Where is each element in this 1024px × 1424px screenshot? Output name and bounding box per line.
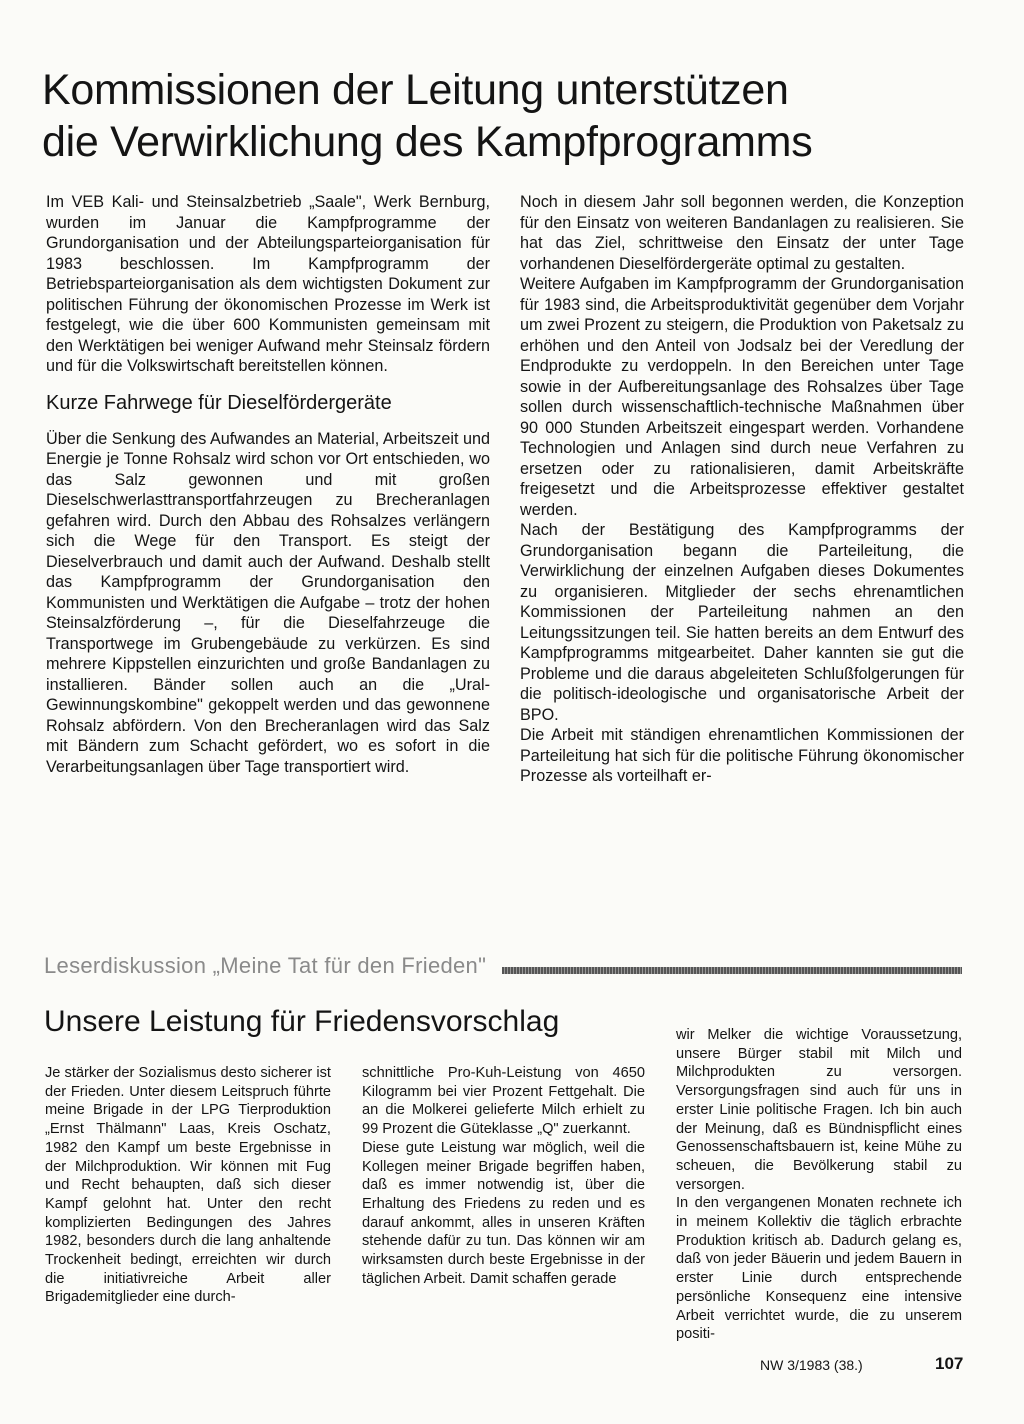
article-title — [42, 64, 1002, 168]
article-column-2 — [520, 192, 964, 787]
section-header — [44, 951, 962, 981]
paragraph: In den vergangenen Monaten rechnete ich in meinem Kollektiv die täglich erbrachte Produktion kritisch ab. Dadurch gelang es, daß von jeder Bäuerin und jedem Bauern in erster Linie durch entsprechende persönliche Konsequenz eine intensive Arbeit verrichtet wurde, die zu unserem positi- — [676, 1195, 962, 1343]
article-subheading: Kurze Fahrwege für Dieselfördergeräte — [46, 391, 392, 414]
paragraph: schnittliche Pro-Kuh-Leistung von 4650 Kilogramm bei vier Prozent Fettgehalt. Die an die Molkerei gelieferte Milch erhielt zu 99 Prozent die Güteklasse „Q" zuerkannt. — [362, 1065, 645, 1138]
paragraph: Je stärker der Sozialismus desto sicherer ist der Frieden. Unter diesem Leitspruch führte meine Brigade in der LPG Tierproduktion „Ernst Thälmann" Laas, Kreis Oschatz, 1982 den Kampf um beste Ergebnisse in der Milchproduktion. Wir können mit Fug und Recht behaupten, daß sich dieser Kampf gelohnt hat. Unter den recht komplizierten Bedingungen des Jahres 1982, besonders durch die lang anhaltende Trockenheit bedingt, erreichten wir durch die initiativreiche Arbeit aller Brigademitglieder eine durch- — [45, 1065, 331, 1306]
paragraph: Weitere Aufgaben im Kampfprogramm der Grundorganisation für 1983 sind, die Arbeitsproduktivität gegenüber dem Vorjahr um zwei Prozent zu steigern, die Produktion von Paketsalz zu erhöhen und den Anteil von Jodsalz bei der Veredlung der Endprodukte zu verdoppeln. In den Bereichen unter Tage sowie in der Aufbereitungsanlage des Rohsalzes über Tage sollen durch wissenschaftlich-technische Maßnahmen über 90 000 Stunden Arbeitszeit eingespart werden. Vorhandene Technologien und Anlagen sind durch neue Verfahren zu ersetzen oder zu rationalisieren, damit Arbeitskräfte freigesetzt und die Arbeitsprozesse effektiver gestaltet werden. — [520, 275, 964, 519]
article-column-1 — [46, 192, 490, 777]
paragraph: Über die Senkung des Aufwandes an Material, Arbeitszeit und Energie je Tonne Rohsalz wird schon vor Ort entschieden, wo das Salz gewonnen und mit großen Dieselschwerlasttransportfahrzeugen zu Brecheranlagen gefahren wird. Durch den Abbau des Rohsalzes verlängern sich die Wege für den Transport. Es steigt der Dieselverbrauch und damit auch der Aufwand. Deshalb stellt das Kampfprogramm der Grundorganisation den Kommunisten und Werktätigen die Aufgabe – trotz der hohen Steinsalzförderung –, für die Dieselfahrzeuge die Transportwege im Grubengebäude zu verkürzen. Es sind mehrere Kippstellen einzurichten und große Bandanlagen zu installieren. Bänder sollen auch an die „Ural-Gewinnungskombine" gekoppelt werden und das gewonnene Rohsalz abfördern. Von den Brecheranlagen wird das Salz mit Bändern zum Schacht gefördert, wo es sofort in die Verarbeitungsanlagen über Tage transportiert wird. — [46, 429, 490, 776]
issue-reference: NW 3/1983 (38.) — [760, 1357, 863, 1373]
section-rule — [502, 967, 962, 974]
paragraph: Noch in diesem Jahr soll begonnen werden, die Konzeption für den Einsatz von weiteren Bandanlagen zu realisieren. Sie hat das Ziel, schrittweise den Einsatz der unter Tage vorhandenen Dieselfördergeräte optimal zu gestalten. — [520, 193, 964, 273]
article-title-line-1: Kommissionen der Leitung unterstützen — [42, 66, 789, 114]
paragraph: Im VEB Kali- und Steinsalzbetrieb „Saale", Werk Bernburg, wurden im Januar die Kampfprogramme der Grundorganisation und der Abteilungsparteiorganisation für 1983 beschlossen. Im Kampfprogramm der Betriebsparteiorganisation als dem wichtigsten Dokument zur politischen Führung der ökonomischen Prozesse im Werk ist festgelegt, wie die über 600 Kommunisten gemeinsam mit den Werktätigen bei weniger Aufwand mehr Steinsalz fördern und für die Volkswirtschaft bereitstellen können. — [46, 193, 490, 375]
article-title-line-2: die Verwirklichung des Kampfprogramms — [42, 118, 813, 166]
reader-column-1 — [45, 1064, 331, 1307]
reader-article-title: Unsere Leistung für Friedensvorschlag — [44, 1005, 560, 1038]
reader-column-3 — [676, 1026, 962, 1344]
paragraph: Die Arbeit mit ständigen ehrenamtlichen Kommissionen der Parteileitung hat sich für die politische Führung ökonomischer Prozesse als vorteilhaft er- — [520, 726, 964, 785]
reader-column-2 — [362, 1064, 645, 1288]
paragraph: wir Melker die wichtige Voraussetzung, unsere Bürger stabil mit Milch und Milchprodukten zu versorgen. Versorgungsfragen sind auch für uns in erster Linie politische Fragen. Ich bin auch der Meinung, daß es Bündnispflicht eines Genossenschaftsbauern ist, keine Mühe zu scheuen, die Bevölkerung stabil zu versorgen. — [676, 1027, 962, 1193]
page-number: 107 — [935, 1354, 964, 1373]
section-label: Leserdiskussion „Meine Tat für den Frieden" — [44, 953, 487, 978]
paragraph: Nach der Bestätigung des Kampfprogramms der Grundorganisation begann die Parteileitung, die Verwirklichung der einzelnen Aufgaben dieses Dokumentes zu organisieren. Mitglieder der sechs ehrenamtlichen Kommissionen der Parteileitung nahmen an den Leitungssitzungen teil. Sie hatten bereits an dem Entwurf des Kampfprogramms mitgearbeitet. Daher kannten sie gut die Probleme und die daraus abgeleiteten Schlußfolgerungen für die politisch-ideologische und organisatorische Arbeit der BPO. — [520, 521, 964, 724]
paragraph: Diese gute Leistung war möglich, weil die Kollegen meiner Brigade begriffen haben, daß es immer notwendig ist, über die Erhaltung des Friedens zu reden und es darauf ankommt, alles in unseren Kräften stehende dafür zu tun. Das können wir am wirksamsten durch beste Ergebnisse in der täglichen Arbeit. Damit schaffen gerade — [362, 1139, 645, 1287]
